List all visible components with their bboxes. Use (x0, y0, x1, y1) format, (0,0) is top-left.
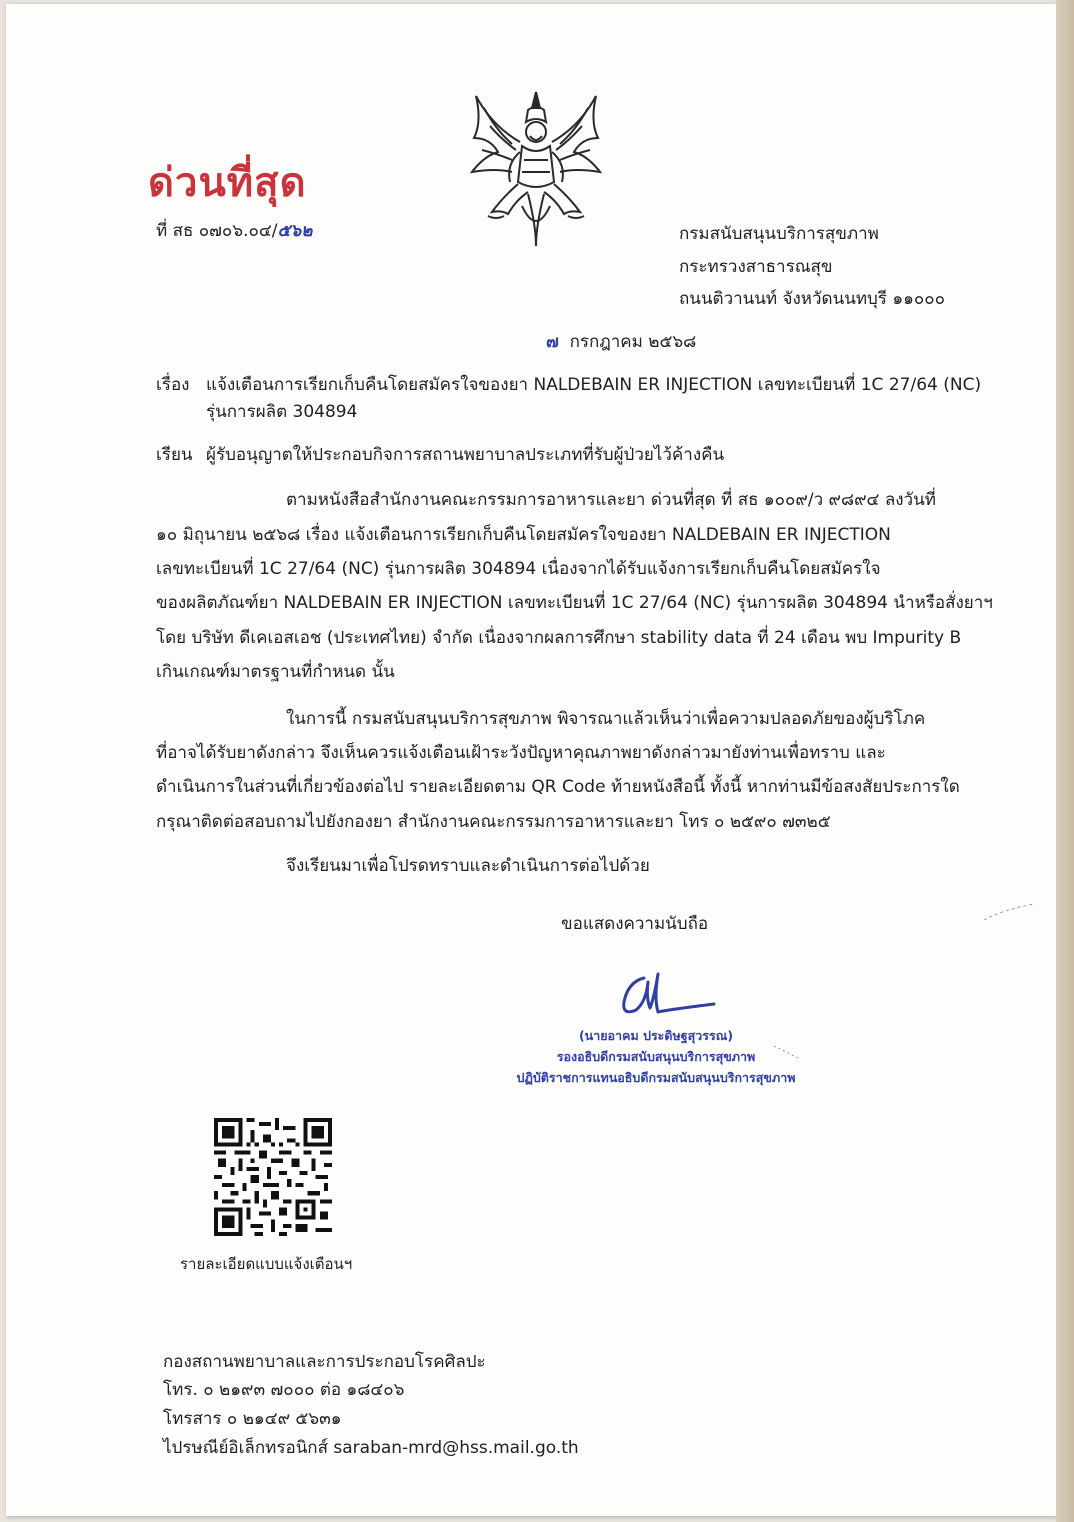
letter-date (546, 330, 696, 354)
qr-caption: รายละเอียดแบบแจ้งเตือนฯ (180, 1255, 353, 1273)
body-para1-line: ตามหนังสือสำนักงานคณะกรรมการอาหารและยา ด่วนที่สุด ที่ สธ ๑๐๐๙/ว ๙๘๙๔ ลงวันที่ (286, 490, 936, 510)
qr-code[interactable] (214, 1118, 332, 1236)
signatory-title-2: ปฏิบัติราชการแทนอธิบดีกรมสนับสนุนบริการสุขภาพ (516, 1070, 796, 1085)
sender-ministry: กระทรวงสาธารณสุข (679, 257, 833, 277)
stray-mark-icon (772, 1044, 802, 1060)
reference-prefix: ที่ สธ ๐๗๐๖.๐๔/ (156, 221, 278, 241)
date-month-year: กรกฎาคม ๒๕๖๘ (569, 332, 697, 352)
closing: ขอแสดงความนับถือ (561, 914, 709, 934)
signature-icon (606, 968, 724, 1022)
signatory-title-1: รองอธิบดีกรมสนับสนุนบริการสุขภาพ (556, 1049, 756, 1064)
body-para2-line: ในการนี้ กรมสนับสนุนบริการสุขภาพ พิจารณาแล้วเห็นว่าเพื่อความปลอดภัยของผู้บริโภค (286, 709, 926, 729)
body-para2-line: กรุณาติดต่อสอบถามไปยังกองยา สำนักงานคณะกรรมการอาหารและยา โทร ๐ ๒๕๙๐ ๗๓๒๕ (156, 812, 831, 832)
body-para2-line: ที่อาจได้รับยาดังกล่าว จึงเห็นควรแจ้งเตือนเฝ้าระวังปัญหาคุณภาพยาดังกล่าวมายังท่านเพื่อทราบ และ (156, 743, 886, 763)
body-para1-line: ของผลิตภัณฑ์ยา NALDEBAIN ER INJECTION เลขทะเบียนที่ 1C 27/64 (NC) รุ่นการผลิต 304894 นำหรือสั่งยาฯ (156, 593, 993, 613)
reference-handwritten: ๕๖๒ (277, 221, 313, 241)
body-para3: จึงเรียนมาเพื่อโปรดทราบและดำเนินการต่อไปด้วย (286, 856, 650, 876)
subject-line-2: รุ่นการผลิต 304894 (206, 402, 358, 422)
signatory-name: (นายอาคม ประดิษฐสุวรรณ) (578, 1028, 734, 1043)
recipient-label: เรียน (156, 445, 193, 465)
recipient-text: ผู้รับอนุญาตให้ประกอบกิจการสถานพยาบาลประเภทที่รับผู้ป่วยไว้ค้างคืน (206, 445, 725, 465)
body-para1-line: ๑๐ มิถุนายน ๒๕๖๘ เรื่อง แจ้งเตือนการเรียกเก็บคืนโดยสมัครใจของยา NALDEBAIN ER INJECTION (156, 525, 891, 545)
subject-line-1: แจ้งเตือนการเรียกเก็บคืนโดยสมัครใจของยา NALDEBAIN ER INJECTION เลขทะเบียนที่ 1C 27/64 (NC) (206, 375, 982, 395)
sender-department: กรมสนับสนุนบริการสุขภาพ (679, 224, 879, 244)
body-para1-line: เลขทะเบียนที่ 1C 27/64 (NC) รุ่นการผลิต 304894 เนื่องจากได้รับแจ้งการเรียกเก็บคืนโดยสมัครใจ (156, 559, 881, 579)
footer-department: กองสถานพยาบาลและการประกอบโรคศิลปะ (163, 1352, 486, 1372)
urgency-label: ด่วนที่สุด (148, 159, 307, 206)
paper-edge (1056, 0, 1074, 1522)
body-para2-line: ดำเนินการในส่วนที่เกี่ยวข้องต่อไป รายละเอียดตาม QR Code ท้ายหนังสือนี้ ทั้งนี้ หากท่านมีข้อสงสัยประการใด (156, 777, 960, 797)
reference-number (156, 219, 312, 243)
garuda-emblem-icon (462, 86, 610, 252)
date-day: ๗ (546, 332, 559, 352)
subject-label: เรื่อง (156, 375, 190, 395)
sender-address: ถนนติวานนท์ จังหวัดนนทบุรี ๑๑๐๐๐ (679, 289, 946, 309)
footer-email: ไปรษณีย์อิเล็กทรอนิกส์ saraban-mrd@hss.mail.go.th (163, 1438, 579, 1458)
footer-fax: โทรสาร ๐ ๒๑๔๙ ๕๖๓๑ (163, 1409, 342, 1429)
body-para1-line: โดย บริษัท ดีเคเอสเอช (ประเทศไทย) จำกัด เนื่องจากผลการศึกษา stability data ที่ 24 เดือน พบ Impurity B (156, 628, 962, 648)
body-para1-line: เกินเกณฑ์มาตรฐานที่กำหนด นั้น (156, 662, 395, 682)
stray-mark-icon (982, 900, 1038, 924)
footer-phone: โทร. ๐ ๒๑๙๓ ๗๐๐๐ ต่อ ๑๘๔๐๖ (163, 1380, 405, 1400)
